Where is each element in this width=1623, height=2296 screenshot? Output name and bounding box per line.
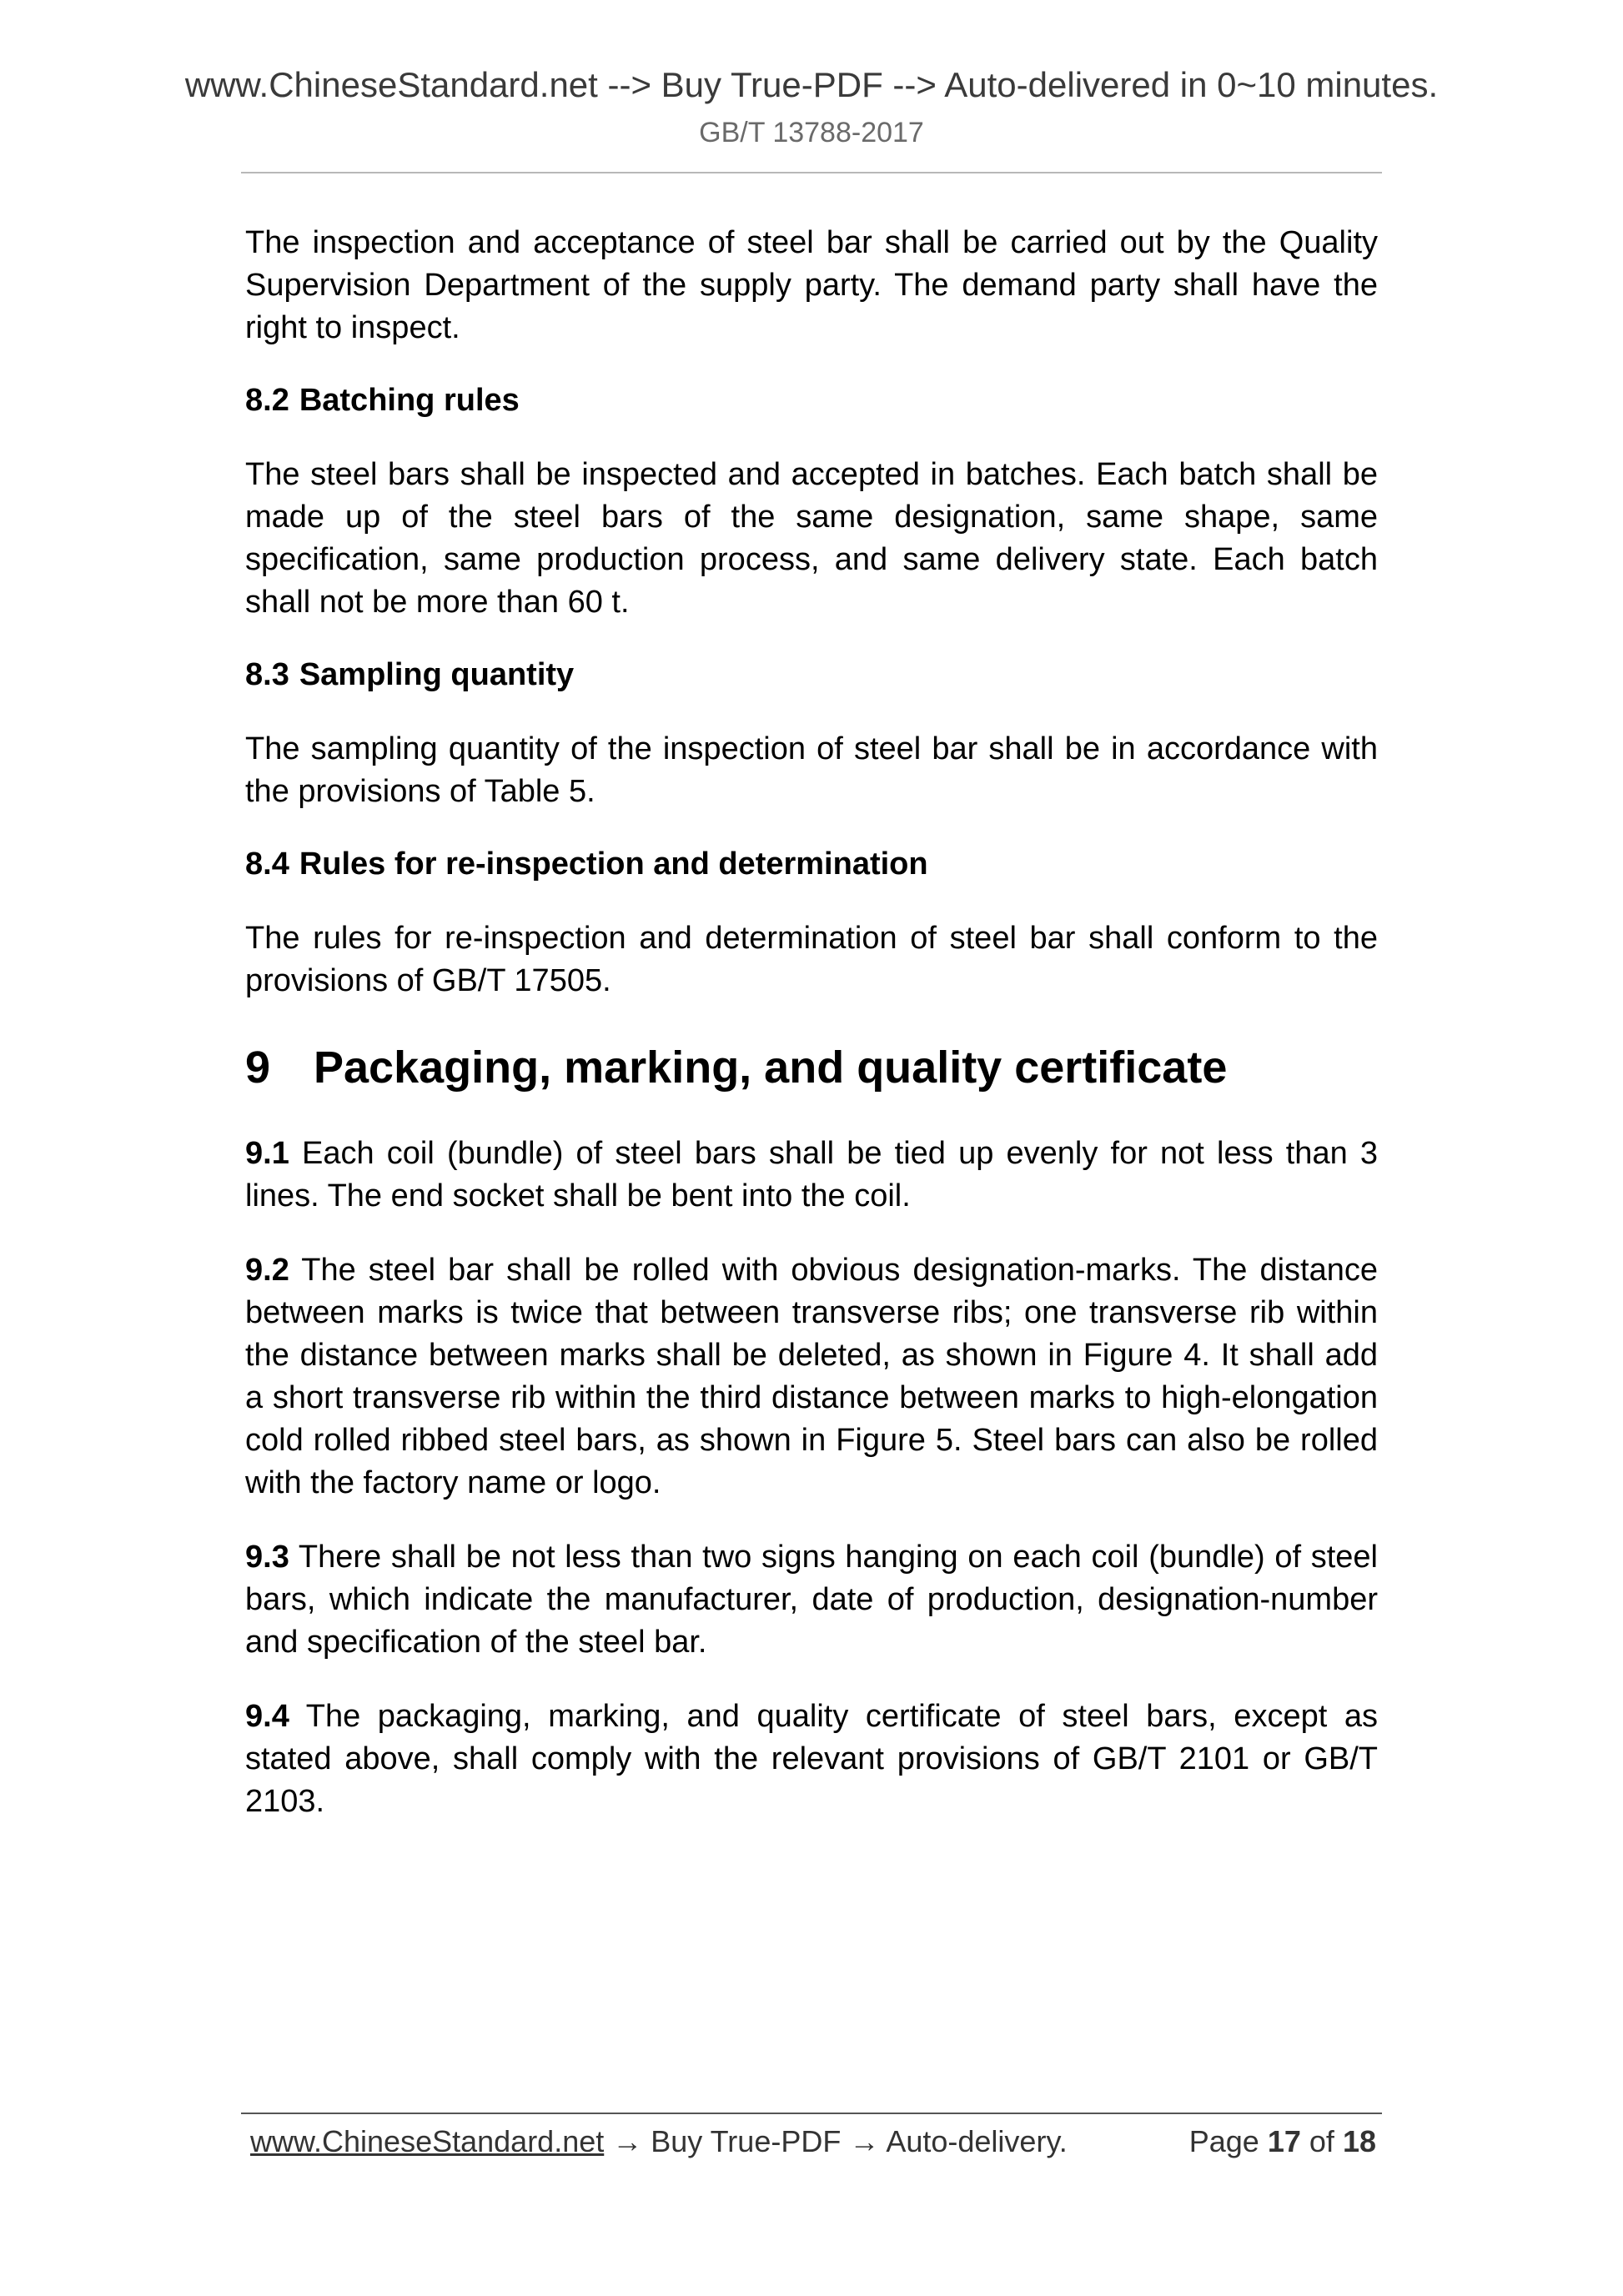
clause-9-4 xyxy=(245,1696,1378,1823)
clause-number: 9.1 xyxy=(245,1136,289,1171)
footer-divider xyxy=(241,2113,1382,2114)
clause-9-3 xyxy=(245,1536,1378,1664)
clause-9-2 xyxy=(245,1249,1378,1505)
section-8-4-heading xyxy=(245,843,1378,886)
clause-9-1 xyxy=(245,1133,1378,1218)
footer-site-link[interactable]: www.ChineseStandard.net xyxy=(250,2124,605,2158)
section-8-2-text: The steel bars shall be inspected and accepted in batches. Each batch shall be made up of the steel bars of the same designation, same shape, same specification, same production process, and same delivery state. Each batch shall not be more than 60 t. xyxy=(245,457,1378,620)
document-code: GB/T 13788-2017 xyxy=(699,117,924,148)
section-9-heading xyxy=(245,1039,1378,1096)
clause-text: The steel bar shall be rolled with obvious designation-marks. The distance between marks is twice that between transverse ribs; one transverse rib within the distance between marks shall be deleted, as shown in Figure 4. It shall add a short transverse rib within the third distance between marks to high-elongation cold rolled ribbed steel bars, as shown in Figure 5. Steel bars can also be rolled with the factory name or logo. xyxy=(245,1253,1378,1500)
section-number: 8.3 xyxy=(245,657,289,692)
clause-number: 9.2 xyxy=(245,1253,289,1288)
section-number: 8.2 xyxy=(245,383,289,418)
intro-paragraph: The inspection and acceptance of steel bar shall be carried out by the Quality Supervision Department of the supply party. The demand party shall have the right to inspect. xyxy=(245,225,1378,345)
total-pages: 18 xyxy=(1342,2124,1376,2158)
section-title: Sampling quantity xyxy=(299,657,575,692)
section-8-2-heading xyxy=(245,379,1378,422)
section-title: Batching rules xyxy=(299,383,520,418)
section-number: 9 xyxy=(245,1042,271,1093)
clause-number: 9.4 xyxy=(245,1699,289,1734)
footer-promo-text: → Buy True-PDF → Auto-delivery. xyxy=(612,2124,1068,2158)
section-8-3-heading xyxy=(245,654,1378,696)
header-banner: www.ChineseStandard.net --> Buy True-PDF --> Auto-delivered in 0~10 minutes. xyxy=(184,65,1439,104)
section-8-4-text: The rules for re-inspection and determination of steel bar shall conform to the provisions of GB/T 17505. xyxy=(245,921,1378,998)
header-divider xyxy=(241,172,1382,173)
clause-text: The packaging, marking, and quality certificate of steel bars, except as stated above, shall comply with the relevant provisions of GB/T 2101 or GB/T 2103. xyxy=(245,1699,1378,1819)
page-number xyxy=(1189,2123,1376,2161)
footer-promo xyxy=(250,2123,1068,2161)
current-page: 17 xyxy=(1267,2124,1301,2158)
clause-text: Each coil (bundle) of steel bars shall be tied up evenly for not less than 3 lines. The end socket shall be bent into the coil. xyxy=(245,1136,1379,1213)
clause-number: 9.3 xyxy=(245,1540,289,1575)
page-label: Page xyxy=(1188,2124,1259,2158)
clause-text: There shall be not less than two signs hanging on each coil (bundle) of steel bars, which indicate the manufacturer, date of production, designation-number and specification of the steel bar. xyxy=(245,1540,1378,1660)
page-content xyxy=(245,222,1378,1855)
section-number: 8.4 xyxy=(245,847,289,882)
section-title: Packaging, marking, and quality certificate xyxy=(314,1042,1228,1093)
section-title: Rules for re-inspection and determination xyxy=(299,847,928,882)
section-8-3-text: The sampling quantity of the inspection of steel bar shall be in accordance with the provisions of Table 5. xyxy=(245,731,1378,809)
page-of-label: of xyxy=(1309,2124,1334,2158)
